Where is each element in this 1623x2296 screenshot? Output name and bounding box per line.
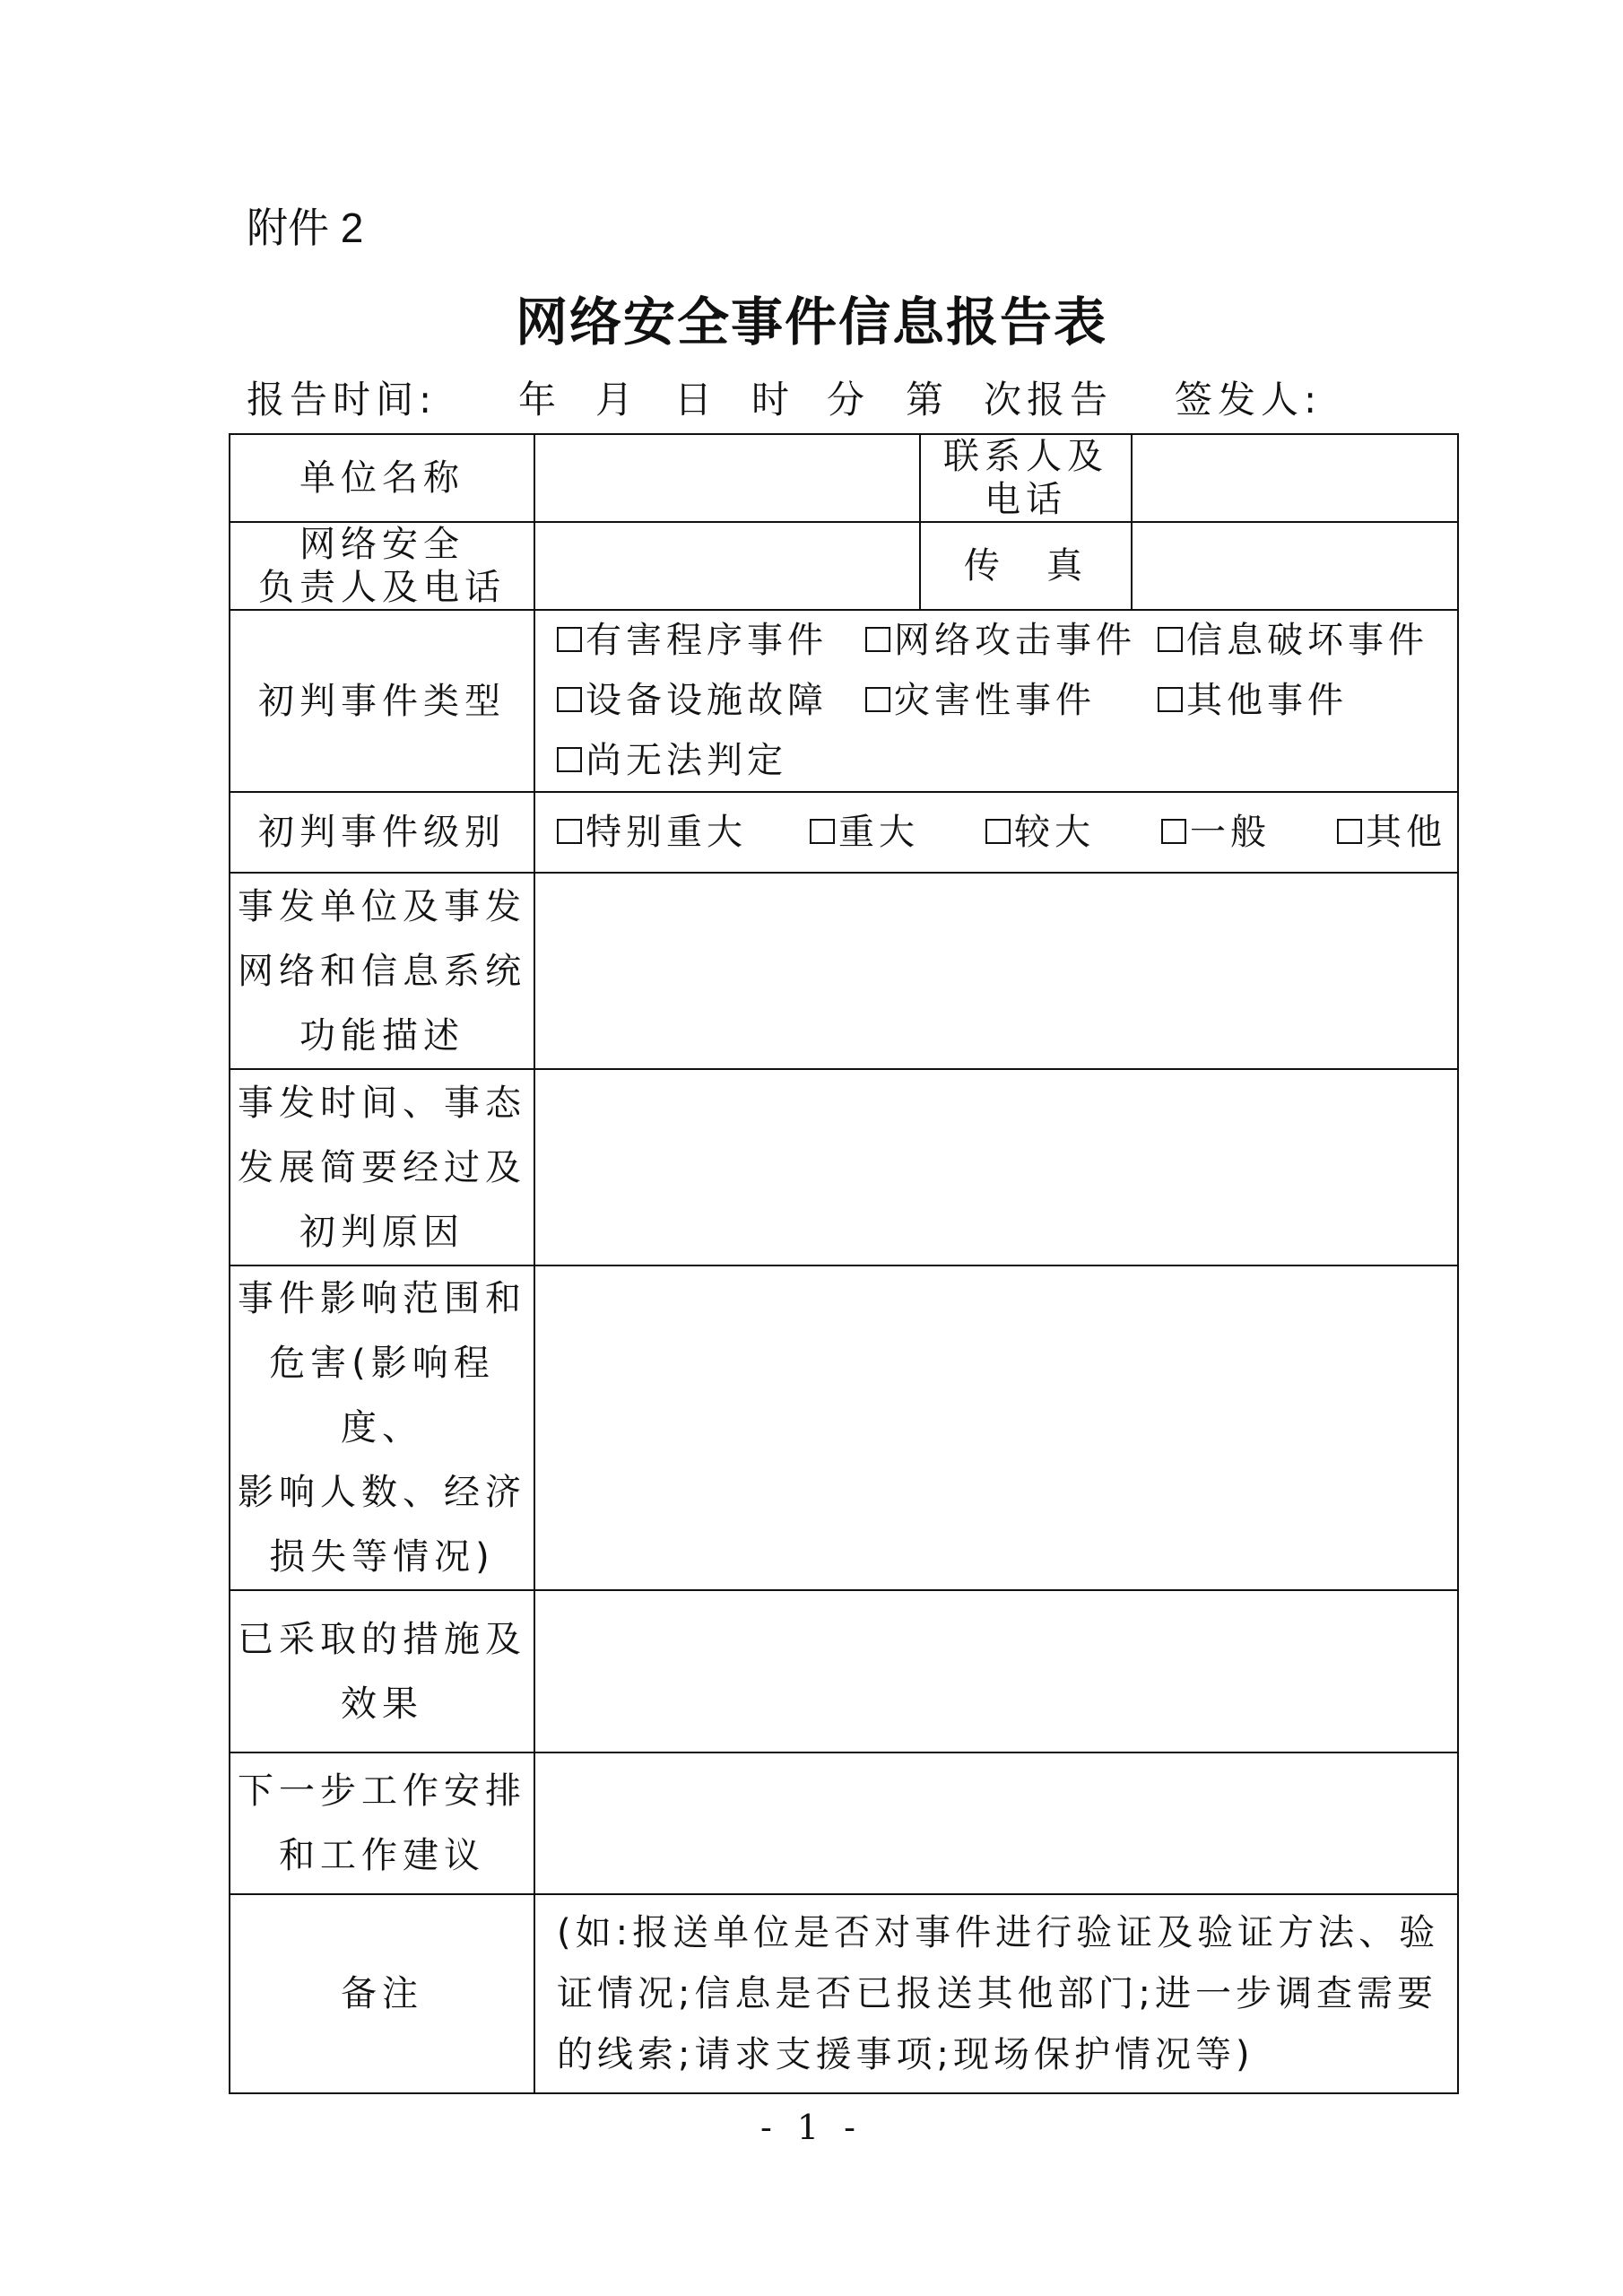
measures-value-cell[interactable] [534,1590,1458,1752]
measures-line1: 已采取的措施及 [238,1618,526,1660]
row-affected-unit [230,873,1458,1069]
security-officer-label [230,522,534,610]
hour-label: 时 [751,378,795,422]
option-label: 其他事件 [1186,680,1348,721]
remarks-note-line1: (如:报送单位是否对事件进行验证及验证方法、验 [557,1912,1440,1953]
report-form-table [229,433,1459,2094]
day-label: 日 [674,378,718,422]
security-label-line2: 负责人及电话 [258,567,506,608]
row-time-process [230,1069,1458,1265]
measures-label [230,1590,534,1752]
event-type-row-1 [557,611,1457,671]
row-impact [230,1265,1458,1590]
impact-line1: 事件影响范围和 [238,1278,526,1319]
checkbox-icon[interactable] [557,747,582,772]
event-type-options [534,610,1458,792]
security-officer-value-cell[interactable] [534,522,920,610]
row-event-type [230,610,1458,792]
affected-unit-label [230,873,534,1069]
time-process-value-cell[interactable] [534,1069,1458,1265]
impact-value-cell[interactable] [534,1265,1458,1590]
contact-label [920,434,1132,522]
unit-name-value-cell[interactable] [534,434,920,522]
ordinal-prefix: 第 [906,378,950,422]
checkbox-icon[interactable] [1337,819,1362,844]
checkbox-icon[interactable] [1158,687,1183,712]
event-level-option[interactable] [985,803,1161,863]
event-level-row [557,803,1457,863]
option-label: 有害程序事件 [586,620,828,661]
event-type-option[interactable] [1158,671,1348,731]
checkbox-icon[interactable] [810,819,835,844]
checkbox-icon[interactable] [865,627,890,652]
row-remarks [230,1894,1458,2093]
option-label: 网络攻击事件 [894,620,1136,661]
checkbox-icon[interactable] [557,687,582,712]
next-steps-line1: 下一步工作安排 [238,1770,526,1812]
form-title: 网络安全事件信息报告表 [515,291,1107,352]
event-level-option[interactable] [1337,803,1446,863]
unit-name-label: 单位名称 [230,434,534,522]
month-label: 月 [595,378,639,422]
option-label: 设备设施故障 [586,680,828,721]
row-unit-name [230,434,1458,522]
time-process-line3: 初判原因 [299,1211,464,1253]
impact-label [230,1265,534,1590]
remarks-note-line3: 的线索;请求支援事项;现场保护情况等) [557,2034,1254,2075]
impact-line4: 损失等情况) [269,1536,495,1578]
affected-unit-line3: 功能描述 [299,1014,464,1057]
event-level-option[interactable] [810,803,985,863]
option-label: 灾害性事件 [894,680,1096,721]
option-label: 尚无法判定 [586,740,787,781]
security-label-line1: 网络安全 [299,524,464,565]
remarks-label: 备注 [230,1894,534,2093]
measures-line2: 效果 [341,1683,423,1725]
affected-unit-line2: 网络和信息系统 [238,950,526,992]
option-label: 信息破坏事件 [1186,620,1428,661]
event-type-option[interactable] [1158,611,1428,671]
event-type-option[interactable] [557,671,865,731]
next-steps-label [230,1752,534,1894]
event-type-row-2 [557,671,1457,731]
event-level-options [534,792,1458,873]
contact-label-line1: 联系人及 [943,436,1108,477]
affected-unit-value-cell[interactable] [534,873,1458,1069]
report-time-label: 报告时间: [247,378,438,422]
contact-value-cell[interactable] [1132,434,1458,522]
event-level-label: 初判事件级别 [230,792,534,873]
row-next-steps [230,1752,1458,1894]
row-event-level [230,792,1458,873]
option-label: 重大 [838,811,919,853]
checkbox-icon[interactable] [1158,627,1183,652]
impact-line3: 影响人数、经济 [238,1472,526,1513]
next-steps-line2: 和工作建议 [279,1835,485,1876]
checkbox-icon[interactable] [1161,819,1186,844]
row-security-officer [230,522,1458,610]
fax-value-cell[interactable] [1132,522,1458,610]
event-type-option[interactable] [865,671,1158,731]
event-type-label: 初判事件类型 [230,610,534,792]
year-label: 年 [518,378,562,422]
time-process-label [230,1069,534,1265]
event-type-option[interactable] [557,731,787,791]
checkbox-icon[interactable] [557,819,582,844]
row-measures [230,1590,1458,1752]
event-type-option[interactable] [865,611,1158,671]
event-type-row-3 [557,731,1457,791]
checkbox-icon[interactable] [557,627,582,652]
minute-label: 分 [827,378,871,422]
time-process-line2: 发展简要经过及 [238,1146,526,1188]
checkbox-icon[interactable] [985,819,1011,844]
remarks-value-cell[interactable] [534,1894,1458,2093]
option-label: 较大 [1014,811,1095,853]
impact-line2: 危害(影响程度、 [269,1343,495,1448]
option-label: 特别重大 [586,811,747,853]
option-label: 一般 [1190,811,1271,853]
event-level-option[interactable] [1161,803,1337,863]
signer-label: 签发人: [1175,378,1323,422]
event-type-option[interactable] [557,611,865,671]
time-process-line1: 事发时间、事态 [238,1082,526,1124]
ordinal-suffix: 次报告 [984,378,1114,422]
affected-unit-line1: 事发单位及事发 [238,885,526,927]
attachment-label: 附件 2 [247,204,364,251]
event-level-option[interactable] [557,803,810,863]
checkbox-icon[interactable] [865,687,890,712]
fax-label: 传 真 [920,522,1132,610]
next-steps-value-cell[interactable] [534,1752,1458,1894]
remarks-note-line2: 证情况;信息是否已报送其他部门;进一步调查需要 [557,1973,1437,2014]
contact-label-line2: 电话 [985,479,1067,520]
page-number: - 1 - [759,2108,863,2147]
option-label: 其他 [1366,811,1446,853]
